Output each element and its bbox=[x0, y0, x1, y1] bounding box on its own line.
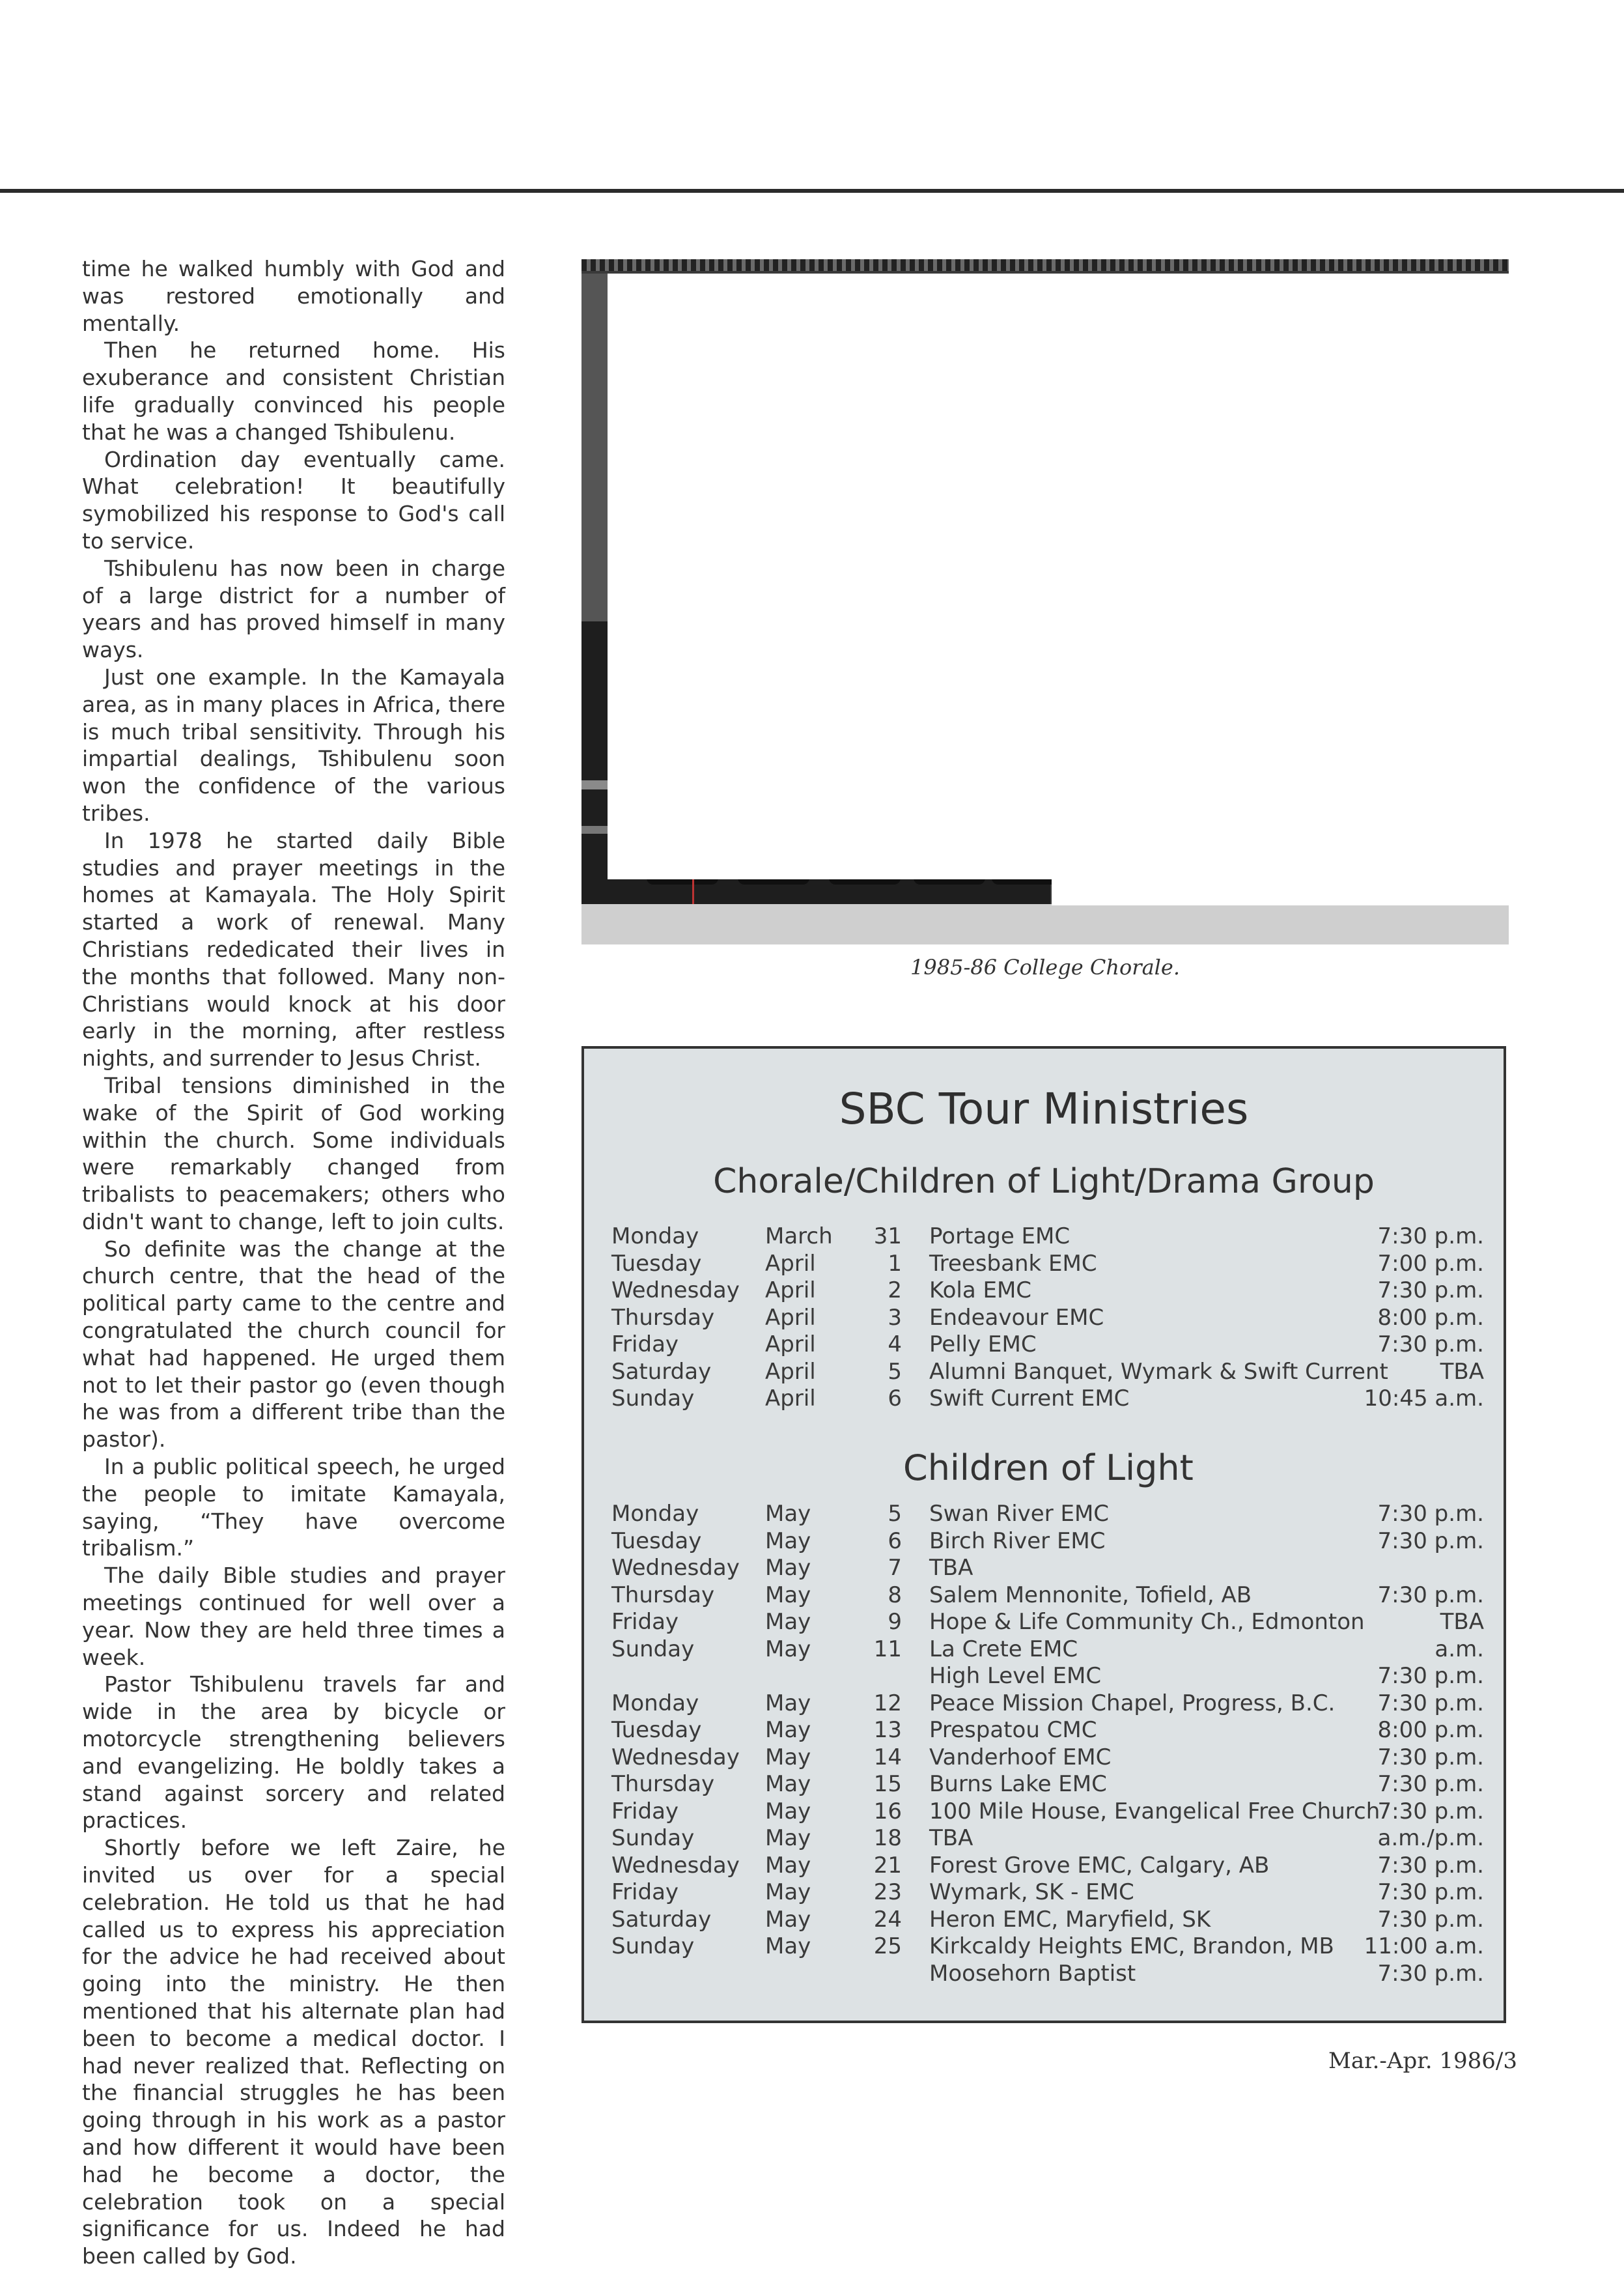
schedule-day: Sunday bbox=[611, 1385, 695, 1412]
schedule-row bbox=[611, 1251, 1484, 1278]
schedule-date: 15 bbox=[873, 1771, 902, 1797]
schedule-place: TBA bbox=[929, 1825, 973, 1851]
schedule-row bbox=[611, 1852, 1484, 1880]
schedule-day: Thursday bbox=[611, 1771, 715, 1797]
schedule-place: TBA bbox=[929, 1555, 973, 1581]
section2-schedule bbox=[611, 1501, 1484, 1987]
schedule-time: 7:30 p.m. bbox=[1377, 1690, 1484, 1716]
schedule-time: a.m./p.m. bbox=[1377, 1825, 1484, 1851]
schedule-place: Moosehorn Baptist bbox=[929, 1960, 1136, 1987]
article-paragraph: The daily Bible studies and prayer meetings continued for well over a year. Now they are held three times a week. bbox=[82, 1563, 505, 1670]
schedule-row bbox=[611, 1933, 1484, 1961]
schedule-date: 4 bbox=[888, 1331, 902, 1357]
schedule-time: 11:00 a.m. bbox=[1364, 1933, 1484, 1959]
schedule-time: 7:30 p.m. bbox=[1377, 1331, 1484, 1357]
schedule-date: 25 bbox=[873, 1933, 902, 1959]
article-paragraph: Pastor Tshibulenu travels far and wide in the area by bicycle or motorcycle strengthening believers and evangelizing. He boldly takes a stand against sorcery and related practices. bbox=[82, 1671, 505, 1834]
schedule-row bbox=[611, 1798, 1484, 1826]
photo-redaction bbox=[1052, 621, 1509, 905]
schedule-day: Sunday bbox=[611, 1933, 695, 1959]
schedule-month: April bbox=[765, 1358, 816, 1385]
schedule-time: a.m. bbox=[1435, 1636, 1484, 1662]
schedule-row bbox=[611, 1771, 1484, 1798]
chorale-photo bbox=[581, 259, 1509, 944]
schedule-row bbox=[611, 1331, 1484, 1359]
schedule-date: 7 bbox=[888, 1555, 902, 1581]
schedule-day: Saturday bbox=[611, 1906, 712, 1933]
article-paragraph: In a public political speech, he urged the people to imitate Kamayala, saying, “They have overcome tribalism.” bbox=[82, 1454, 505, 1561]
schedule-place: Burns Lake EMC bbox=[929, 1771, 1107, 1797]
schedule-row bbox=[611, 1359, 1484, 1386]
schedule-date: 9 bbox=[888, 1609, 902, 1635]
schedule-date: 24 bbox=[873, 1906, 902, 1933]
schedule-place: Hope & Life Community Ch., Edmonton bbox=[929, 1609, 1365, 1635]
schedule-month: April bbox=[765, 1331, 816, 1357]
schedule-day: Wednesday bbox=[611, 1852, 740, 1879]
schedule-row bbox=[611, 1744, 1484, 1772]
schedule-place: Pelly EMC bbox=[929, 1331, 1037, 1357]
section1-schedule bbox=[611, 1223, 1484, 1413]
schedule-day: Tuesday bbox=[611, 1250, 702, 1277]
schedule-month: May bbox=[765, 1933, 811, 1959]
schedule-time: 7:30 p.m. bbox=[1377, 1879, 1484, 1905]
schedule-date: 3 bbox=[888, 1304, 902, 1331]
schedule-row bbox=[611, 1609, 1484, 1636]
schedule-row bbox=[611, 1690, 1484, 1718]
schedule-month: April bbox=[765, 1385, 816, 1412]
schedule-date: 2 bbox=[888, 1277, 902, 1303]
schedule-row bbox=[611, 1555, 1484, 1582]
tour-title: SBC Tour Ministries bbox=[839, 1084, 1249, 1134]
photo-dark-strip bbox=[581, 274, 608, 621]
tour-schedule-box bbox=[581, 1046, 1506, 2023]
schedule-row bbox=[611, 1961, 1484, 1988]
schedule-month: May bbox=[765, 1825, 811, 1851]
schedule-month: May bbox=[765, 1690, 811, 1716]
schedule-day: Thursday bbox=[611, 1582, 715, 1608]
article-paragraph: Tshibulenu has now been in charge of a large district for a number of years and has proved himself in many ways. bbox=[82, 555, 505, 663]
schedule-time: 7:30 p.m. bbox=[1377, 1277, 1484, 1303]
schedule-date: 31 bbox=[873, 1223, 902, 1249]
schedule-row bbox=[611, 1223, 1484, 1251]
schedule-row bbox=[611, 1879, 1484, 1907]
schedule-month: May bbox=[765, 1852, 811, 1879]
schedule-place: Portage EMC bbox=[929, 1223, 1071, 1249]
schedule-day: Wednesday bbox=[611, 1744, 740, 1770]
schedule-day: Friday bbox=[611, 1798, 679, 1824]
schedule-place: Kirkcaldy Heights EMC, Brandon, MB bbox=[929, 1933, 1334, 1959]
article-paragraph: In 1978 he started daily Bible studies and prayer meetings in the homes at Kamayala. The Holy Spirit started a work of renewal. Many Christians rededicated their lives in the months that followed. Many non-Christians would knock at his door early in the morning, after restless nights, and surrender to Jesus Christ. bbox=[82, 827, 505, 1071]
schedule-row bbox=[611, 1501, 1484, 1528]
schedule-month: May bbox=[765, 1744, 811, 1770]
schedule-date: 18 bbox=[873, 1825, 902, 1851]
schedule-month: May bbox=[765, 1527, 811, 1554]
schedule-date: 6 bbox=[888, 1527, 902, 1554]
schedule-month: May bbox=[765, 1501, 811, 1527]
photo-floor bbox=[581, 904, 1509, 944]
schedule-date: 11 bbox=[873, 1636, 902, 1662]
article-paragraph: Tribal tensions diminished in the wake of the Spirit of God working within the church. Some individuals were remarkably changed from tribalists to peacemakers; others who didn't want to change, left to join cults. bbox=[82, 1072, 505, 1234]
schedule-day: Monday bbox=[611, 1223, 699, 1249]
photo-film-edge bbox=[581, 259, 1509, 271]
schedule-month: May bbox=[765, 1636, 811, 1662]
schedule-time: 8:00 p.m. bbox=[1377, 1717, 1484, 1743]
schedule-month: May bbox=[765, 1771, 811, 1797]
schedule-time: 7:30 p.m. bbox=[1377, 1771, 1484, 1797]
schedule-place: Prespatou CMC bbox=[929, 1717, 1097, 1743]
schedule-date: 21 bbox=[873, 1852, 902, 1879]
article-paragraph: Ordination day eventually came. What celebration! It beautifully symobilized his response to God's call to service. bbox=[82, 446, 505, 554]
schedule-day: Friday bbox=[611, 1879, 679, 1905]
schedule-row bbox=[611, 1277, 1484, 1305]
schedule-month: April bbox=[765, 1250, 816, 1277]
schedule-date: 5 bbox=[888, 1358, 902, 1385]
schedule-place: Swift Current EMC bbox=[929, 1385, 1130, 1412]
schedule-time: 7:30 p.m. bbox=[1377, 1906, 1484, 1933]
schedule-day: Sunday bbox=[611, 1636, 695, 1662]
page-footer: Mar.-Apr. 1986/3 bbox=[1328, 2048, 1517, 2074]
schedule-time: 7:30 p.m. bbox=[1377, 1744, 1484, 1770]
schedule-date: 8 bbox=[888, 1582, 902, 1608]
schedule-row bbox=[611, 1825, 1484, 1852]
schedule-time: TBA bbox=[1440, 1358, 1484, 1385]
section1-title: Chorale/Children of Light/Drama Group bbox=[713, 1162, 1375, 1201]
schedule-place: Alumni Banquet, Wymark & Swift Current bbox=[929, 1358, 1388, 1385]
schedule-day: Tuesday bbox=[611, 1527, 702, 1554]
section2-title: Children of Light bbox=[903, 1447, 1194, 1488]
schedule-date: 14 bbox=[873, 1744, 902, 1770]
schedule-date: 23 bbox=[873, 1879, 902, 1905]
schedule-row bbox=[611, 1305, 1484, 1332]
schedule-day: Wednesday bbox=[611, 1555, 740, 1581]
schedule-row bbox=[611, 1385, 1484, 1413]
schedule-day: Sunday bbox=[611, 1825, 695, 1851]
schedule-day: Friday bbox=[611, 1609, 679, 1635]
schedule-place: Endeavour EMC bbox=[929, 1304, 1104, 1331]
schedule-day: Tuesday bbox=[611, 1717, 702, 1743]
schedule-time: 7:30 p.m. bbox=[1377, 1663, 1484, 1689]
schedule-time: 7:30 p.m. bbox=[1377, 1960, 1484, 1987]
schedule-time: 10:45 a.m. bbox=[1364, 1385, 1484, 1412]
schedule-time: 7:30 p.m. bbox=[1377, 1582, 1484, 1608]
schedule-day: Thursday bbox=[611, 1304, 715, 1331]
schedule-date: 13 bbox=[873, 1717, 902, 1743]
schedule-month: April bbox=[765, 1277, 816, 1303]
schedule-row bbox=[611, 1528, 1484, 1555]
schedule-time: 7:30 p.m. bbox=[1377, 1852, 1484, 1879]
schedule-row bbox=[611, 1717, 1484, 1744]
article-paragraph: Just one example. In the Kamayala area, as in many places in Africa, there is much tribal sensitivity. Through his impartial dealings, Tshibulenu soon won the confidence of the various tribes. bbox=[82, 664, 505, 826]
schedule-place: Kola EMC bbox=[929, 1277, 1032, 1303]
photo-caption: 1985-86 College Chorale. bbox=[910, 955, 1180, 980]
schedule-row bbox=[611, 1663, 1484, 1690]
schedule-day: Monday bbox=[611, 1690, 699, 1716]
article-paragraph: Shortly before we left Zaire, he invited us over for a special celebration. He told us that he had called us to express his appreciation for the advice he had received about going into the ministry. He then mentioned that his alternate plan had been to become a medical doctor. I had never realized that. Reflecting on the financial struggles he has been going through in his work as a pastor and how different it would have been had he become a doctor, the celebration took on a special significance for us. Indeed he had been called by God. bbox=[82, 1835, 505, 2269]
schedule-month: May bbox=[765, 1798, 811, 1824]
schedule-date: 12 bbox=[873, 1690, 902, 1716]
schedule-date: 6 bbox=[888, 1385, 902, 1412]
schedule-place: High Level EMC bbox=[929, 1663, 1102, 1689]
article-paragraph: time he walked humbly with God and was restored emotionally and mentally. bbox=[82, 256, 505, 336]
article-paragraph: So definite was the change at the church centre, that the head of the political party came to the centre and congratulated the church council for what had happened. He urged them not to let their pastor go (even though he was from a different tribe than the pastor). bbox=[82, 1236, 505, 1453]
schedule-month: April bbox=[765, 1304, 816, 1331]
schedule-place: Peace Mission Chapel, Progress, B.C. bbox=[929, 1690, 1336, 1716]
schedule-month: May bbox=[765, 1879, 811, 1905]
schedule-place: La Crete EMC bbox=[929, 1636, 1078, 1662]
schedule-time: 7:30 p.m. bbox=[1377, 1501, 1484, 1527]
schedule-date: 16 bbox=[873, 1798, 902, 1824]
schedule-row bbox=[611, 1582, 1484, 1610]
schedule-day: Wednesday bbox=[611, 1277, 740, 1303]
schedule-place: Birch River EMC bbox=[929, 1527, 1106, 1554]
schedule-row bbox=[611, 1636, 1484, 1664]
schedule-place: 100 Mile House, Evangelical Free Church bbox=[929, 1798, 1380, 1824]
schedule-day: Saturday bbox=[611, 1358, 712, 1385]
schedule-time: 8:00 p.m. bbox=[1377, 1304, 1484, 1331]
schedule-month: May bbox=[765, 1555, 811, 1581]
schedule-place: Forest Grove EMC, Calgary, AB bbox=[929, 1852, 1270, 1879]
schedule-month: May bbox=[765, 1717, 811, 1743]
header-rule bbox=[0, 189, 1624, 193]
schedule-time: 7:30 p.m. bbox=[1377, 1798, 1484, 1824]
article-paragraph: Then he returned home. His exuberance and consistent Christian life gradually convinced his people that he was a changed Tshibulenu. bbox=[82, 337, 505, 445]
schedule-row bbox=[611, 1907, 1484, 1934]
schedule-time: 7:00 p.m. bbox=[1377, 1250, 1484, 1277]
schedule-month: May bbox=[765, 1582, 811, 1608]
schedule-date: 1 bbox=[888, 1250, 902, 1277]
schedule-place: Swan River EMC bbox=[929, 1501, 1110, 1527]
schedule-time: TBA bbox=[1440, 1609, 1484, 1635]
schedule-place: Wymark, SK - EMC bbox=[929, 1879, 1134, 1905]
schedule-day: Friday bbox=[611, 1331, 679, 1357]
schedule-month: May bbox=[765, 1609, 811, 1635]
schedule-month: March bbox=[765, 1223, 833, 1249]
schedule-place: Salem Mennonite, Tofield, AB bbox=[929, 1582, 1252, 1608]
schedule-date: 5 bbox=[888, 1501, 902, 1527]
schedule-place: Treesbank EMC bbox=[929, 1250, 1097, 1277]
schedule-day: Monday bbox=[611, 1501, 699, 1527]
schedule-place: Heron EMC, Maryfield, SK bbox=[929, 1906, 1211, 1933]
article-column bbox=[82, 255, 505, 2270]
schedule-month: May bbox=[765, 1906, 811, 1933]
schedule-place: Vanderhoof EMC bbox=[929, 1744, 1112, 1770]
schedule-time: 7:30 p.m. bbox=[1377, 1527, 1484, 1554]
schedule-time: 7:30 p.m. bbox=[1377, 1223, 1484, 1249]
